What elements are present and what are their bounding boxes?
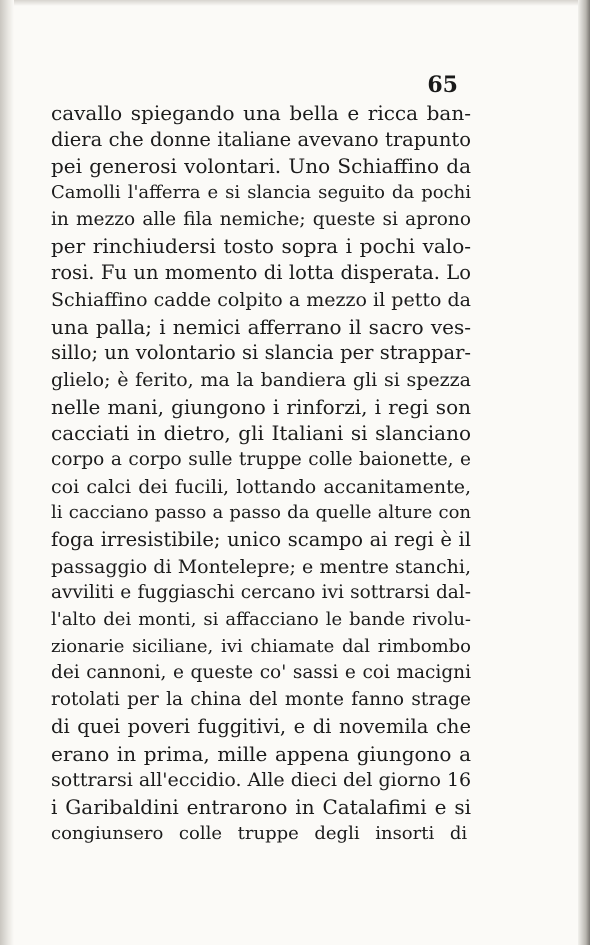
- text-line: cacciati in dietro, gli Italiani si slanciano: [51, 421, 471, 446]
- text-line: zionarie siciliane, ivi chiamate dal rimbombo: [51, 635, 471, 657]
- text-line: cavallo spiegando una bella e ricca ban-: [51, 101, 471, 125]
- text-line: dei cannoni, e queste co' sassi e coi macigni: [51, 662, 471, 684]
- text-line: diera che donne italiane avevano trapunto: [51, 127, 471, 151]
- text-line: Camolli l'afferra e si slancia seguito da pochi: [51, 182, 471, 204]
- text-line: corpo a corpo sulle truppe colle baionette, e: [51, 448, 471, 470]
- text-line: nelle mani, giungono i rinforzi, i regi son: [51, 394, 471, 419]
- page-number: 65: [427, 72, 458, 98]
- text-line: l'alto dei monti, si affacciano le bande rivolu-: [51, 609, 471, 631]
- text-line: erano in prima, mille appena giungono a: [51, 741, 471, 766]
- text-line: passaggio di Montelepre; e mentre stanchi,: [51, 555, 471, 578]
- text-line: Schiaffino cadde colpito a mezzo il petto da: [51, 288, 471, 311]
- text-line: congiunsero colle truppe degli insorti di: [51, 822, 468, 844]
- text-line: coi calci dei fucili, lottando accanitamente,: [51, 475, 471, 498]
- text-line: rosi. Fu un momento di lotta disperata. Lo: [51, 261, 471, 285]
- text-line: foga irresistibile; unico scampo ai regi è il: [51, 528, 471, 551]
- text-line: una palla; i nemici afferrano il sacro ves-: [51, 314, 471, 339]
- text-line: glielo; è ferito, ma la bandiera gli si spezza: [51, 368, 471, 391]
- text-line: sottrarsi all'eccidio. Alle dieci del giorno 16: [51, 769, 472, 792]
- text-line: in mezzo alle fila nemiche; queste si aprono: [51, 208, 471, 230]
- page-left-edge: [0, 0, 14, 945]
- text-line: li cacciano passo a passo da quelle alture con: [51, 502, 471, 524]
- text-line: rotolati per la china del monte fanno strage: [51, 689, 471, 711]
- text-line: i Garibaldini entrarono in Catalafimi e si: [51, 794, 471, 819]
- text-line: sillo; un volontario si slancia per strappar-: [51, 341, 471, 365]
- page-top-edge: [0, 0, 590, 6]
- text-line: per rinchiudersi tosto sopra i pochi valo-: [51, 234, 471, 259]
- body-text: [51, 100, 471, 847]
- text-line: di quei poveri fuggitivi, e di novemila che: [51, 714, 471, 738]
- page-right-edge: [578, 0, 590, 945]
- text-line: avviliti e fuggiaschi cercano ivi sottrarsi dal-: [51, 582, 471, 604]
- text-line: pei generosi volontari. Uno Schiaffino da: [51, 154, 471, 179]
